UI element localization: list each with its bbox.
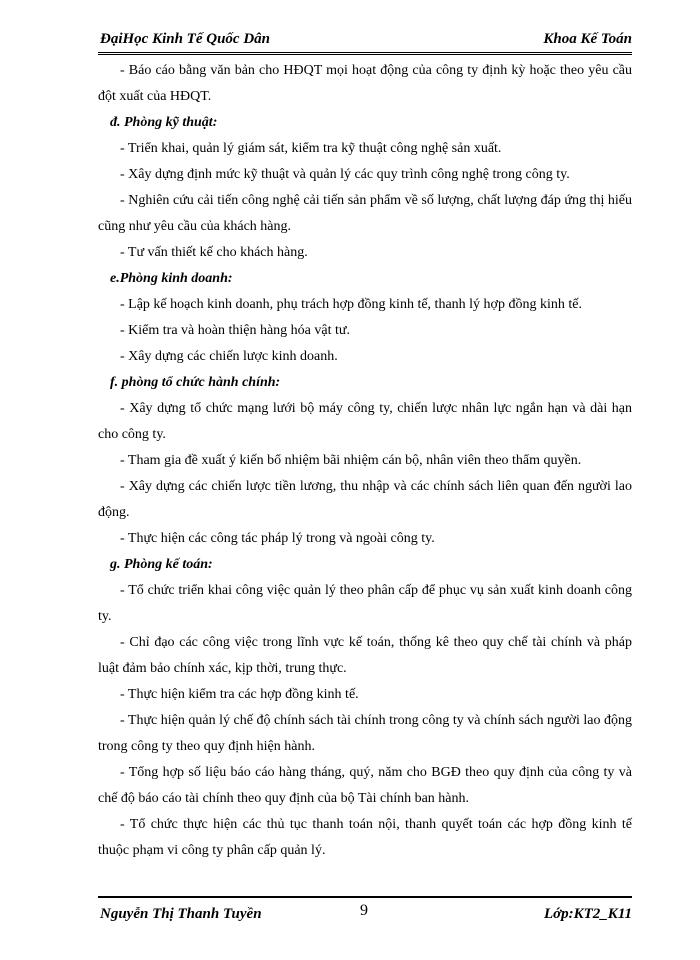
page-footer <box>98 896 632 928</box>
paragraph: - Triển khai, quản lý giám sát, kiểm tra kỹ thuật công nghệ sản xuất. <box>120 141 502 156</box>
paragraph: - Tổng hợp số liệu báo cáo hàng tháng, quý, năm cho BGĐ theo quy định của công ty và chế độ báo cáo tài chính theo quy định của bộ Tài chính ban hành. <box>98 765 632 806</box>
footer-author: Nguyễn Thị Thanh Tuyền <box>100 906 262 922</box>
section-heading: e.Phòng kinh doanh: <box>110 271 233 286</box>
document-body <box>98 58 632 864</box>
paragraph: - Tham gia đề xuất ý kiến bổ nhiệm bãi nhiệm cán bộ, nhân viên theo thẩm quyền. <box>120 453 582 468</box>
paragraph: - Xây dựng các chiến lược tiền lương, thu nhập và các chính sách liên quan đến người lao động. <box>98 479 632 520</box>
header-university: ĐạiHọc Kinh Tế Quốc Dân <box>100 31 271 47</box>
paragraph: - Xây dựng tổ chức mạng lưới bộ máy công ty, chiến lược nhân lực ngắn hạn và dài hạn cho công ty. <box>98 401 632 442</box>
section-heading: f. phòng tổ chức hành chính: <box>110 375 281 390</box>
paragraph: - Nghiên cứu cải tiến công nghệ cải tiến sản phẩm về số lượng, chất lượng đáp ứng thị hiếu cũng như yêu cầu của khách hàng. <box>98 193 632 234</box>
paragraph: - Xây dựng các chiến lược kinh doanh. <box>120 349 338 364</box>
footer-class: Lớp:KT2_K11 <box>543 906 632 922</box>
paragraph: - Tổ chức triển khai công việc quản lý theo phân cấp để phục vụ sản xuất kinh doanh công ty. <box>98 583 632 624</box>
page-number: 9 <box>360 902 368 919</box>
header-faculty: Khoa Kế Toán <box>543 31 632 47</box>
section-heading: g. Phòng kế toán: <box>110 557 213 572</box>
paragraph: - Thực hiện kiểm tra các hợp đồng kinh tế. <box>120 687 359 702</box>
paragraph: - Tổ chức thực hiện các thủ tục thanh toán nội, thanh quyết toán các hợp đồng kinh tế thuộc phạm vi công ty phân cấp quản lý. <box>98 817 632 858</box>
paragraph: - Lập kế hoạch kinh doanh, phụ trách hợp đồng kinh tế, thanh lý hợp đồng kinh tế. <box>120 297 582 312</box>
section-heading: đ. Phòng kỹ thuật: <box>110 115 218 130</box>
paragraph: - Kiểm tra và hoàn thiện hàng hóa vật tư. <box>120 323 350 338</box>
paragraph: - Chỉ đạo các công việc trong lĩnh vực kế toán, thống kê theo quy chế tài chính và pháp luật đảm bảo chính xác, kịp thời, trung thực. <box>98 635 632 676</box>
paragraph: - Thực hiện các công tác pháp lý trong và ngoài công ty. <box>120 531 435 546</box>
paragraph: - Báo cáo bằng văn bản cho HĐQT mọi hoạt động của công ty định kỳ hoặc theo yêu cầu đột xuất của HĐQT. <box>98 63 632 104</box>
paragraph: - Xây dựng định mức kỹ thuật và quản lý các quy trình công nghệ trong công ty. <box>120 167 570 182</box>
paragraph: - Tư vấn thiết kế cho khách hàng. <box>120 245 308 260</box>
paragraph: - Thực hiện quản lý chế độ chính sách tài chính trong công ty và chính sách người lao động trong công ty theo quy định hiện hành. <box>98 713 632 754</box>
page-header <box>98 28 632 55</box>
